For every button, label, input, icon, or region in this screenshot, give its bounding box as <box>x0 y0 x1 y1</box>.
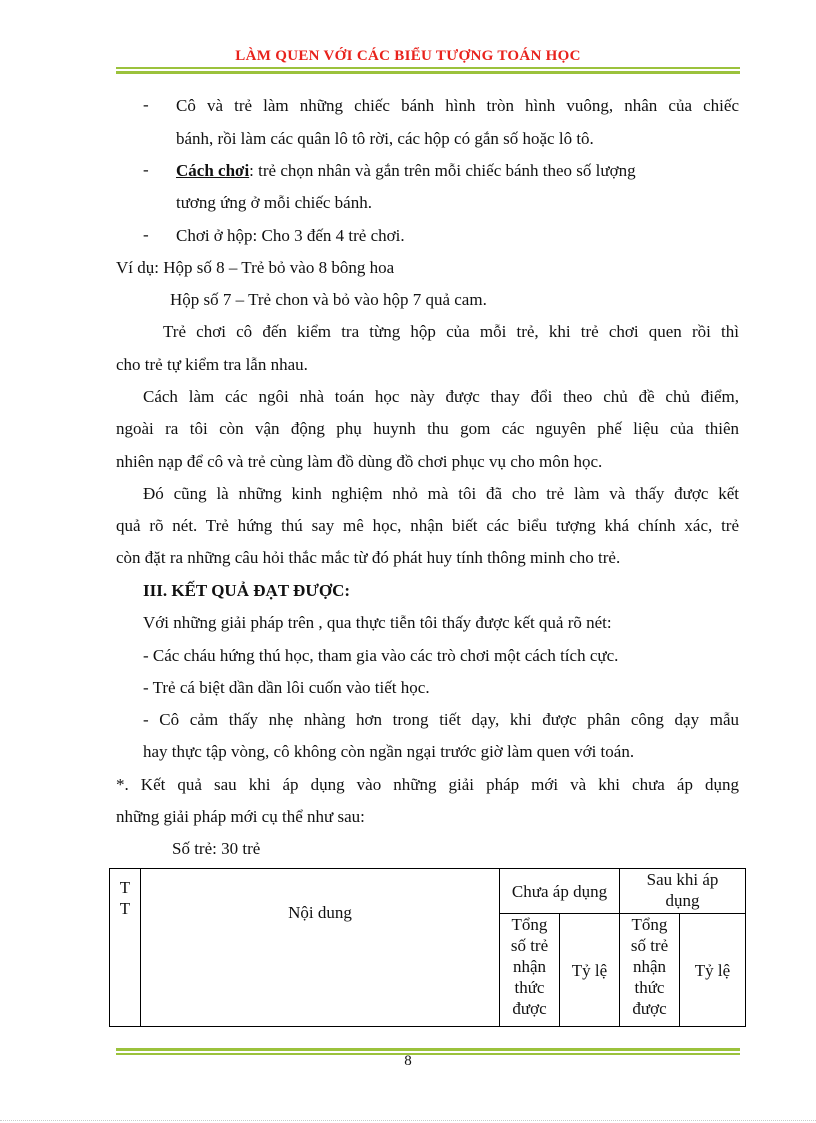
summary-line-1: *. Kết quả sau khi áp dụng vào những giải pháp mới và khi chưa áp dụng <box>116 775 739 794</box>
bullet-3-line-1: Chơi ở hộp: Cho 3 đến 4 trẻ chơi. <box>176 226 405 245</box>
bullet-dash: - <box>143 160 149 179</box>
para-2-line-1: Cách làm các ngôi nhà toán học này được thay đổi theo chủ đề chủ điểm, <box>143 387 739 406</box>
para-3-line-2: quả rõ nét. Trẻ hứng thú say mê học, nhận biết các biểu tượng khá chính xác, trẻ <box>116 516 739 535</box>
para-1-line-2: cho trẻ tự kiểm tra lẫn nhau. <box>116 355 308 374</box>
content-header: Nội dung <box>141 869 500 1027</box>
bullet-1-line-1: Cô và trẻ làm những chiếc bánh hình tròn hình vuông, nhân của chiếc <box>176 96 739 115</box>
example-line-2: Hộp số 7 – Trẻ chon và bỏ vào hộp 7 quả cam. <box>170 290 487 309</box>
after-ratio-header: Tỷ lệ <box>680 914 746 1027</box>
result-intro: Với những giải pháp trên , qua thực tiễn tôi thấy được kết quả rõ nét: <box>143 613 612 632</box>
result-item-3-line-2: hay thực tập vòng, cô không còn ngần ngại trước giờ làm quen với toán. <box>143 742 635 761</box>
result-item-1: - Các cháu hứng thú học, tham gia vào các trò chơi một cách tích cực. <box>143 646 619 665</box>
summary-line-2: những giải pháp mới cụ thể như sau: <box>116 807 365 826</box>
page-number: 8 <box>404 1053 412 1069</box>
child-count: Số trẻ: 30 trẻ <box>172 839 261 858</box>
page-edge <box>0 1120 816 1121</box>
example-line-1: Ví dụ: Hộp số 8 – Trẻ bỏ vào 8 bông hoa <box>116 258 395 277</box>
after-header: Sau khi áp dụng <box>620 869 746 914</box>
before-ratio-header: Tỷ lệ <box>560 914 620 1027</box>
bullet-dash: - <box>143 95 149 114</box>
para-1-line-1: Trẻ chơi cô đến kiểm tra từng hộp của mỗi trẻ, khi trẻ chơi quen rồi thì <box>163 322 739 341</box>
result-item-2: - Trẻ cá biệt dần dần lôi cuốn vào tiết học. <box>143 678 430 697</box>
result-item-3-line-1: - Cô cảm thấy nhẹ nhàng hơn trong tiết dạy, khi được phân công dạy mẫu <box>143 710 739 729</box>
para-3-line-1: Đó cũng là những kinh nghiệm nhỏ mà tôi đã cho trẻ làm và thấy được kết <box>143 484 739 503</box>
para-2-line-3: nhiên nạp để cô và trẻ cùng làm đồ dùng đồ chơi phục vụ cho môn học. <box>116 452 603 471</box>
para-2-line-2: ngoài ra tôi còn vận động phụ huynh thu gom các nguyên phế liệu của thiên <box>116 419 739 438</box>
header-rule <box>116 67 740 74</box>
bullet-2-line-1: Cách chơi: trẻ chọn nhân và gắn trên mỗi chiếc bánh theo số lượng <box>176 161 636 180</box>
bullet-dash: - <box>143 225 149 244</box>
results-table <box>109 868 746 1027</box>
running-header: LÀM QUEN VỚI CÁC BIỂU TƯỢNG TOÁN HỌC <box>235 48 581 64</box>
bullet-2-line-2: tương ứng ở mỗi chiếc bánh. <box>176 193 372 212</box>
before-total-header: Tổng số trẻ nhận thức được <box>500 914 560 1027</box>
section-heading: III. KẾT QUẢ ĐẠT ĐƯỢC: <box>143 581 351 600</box>
tt-header: T T <box>110 869 141 1027</box>
rules-label: Cách chơi <box>176 161 250 180</box>
before-header: Chưa áp dụng <box>500 869 620 914</box>
bullet-1-line-2: bánh, rồi làm các quân lô tô rời, các hộp có gắn số hoặc lô tô. <box>176 129 594 148</box>
para-3-line-3: còn đặt ra những câu hỏi thắc mắc từ đó phát huy tính thông minh cho trẻ. <box>116 548 621 567</box>
after-total-header: Tổng số trẻ nhận thức được <box>620 914 680 1027</box>
